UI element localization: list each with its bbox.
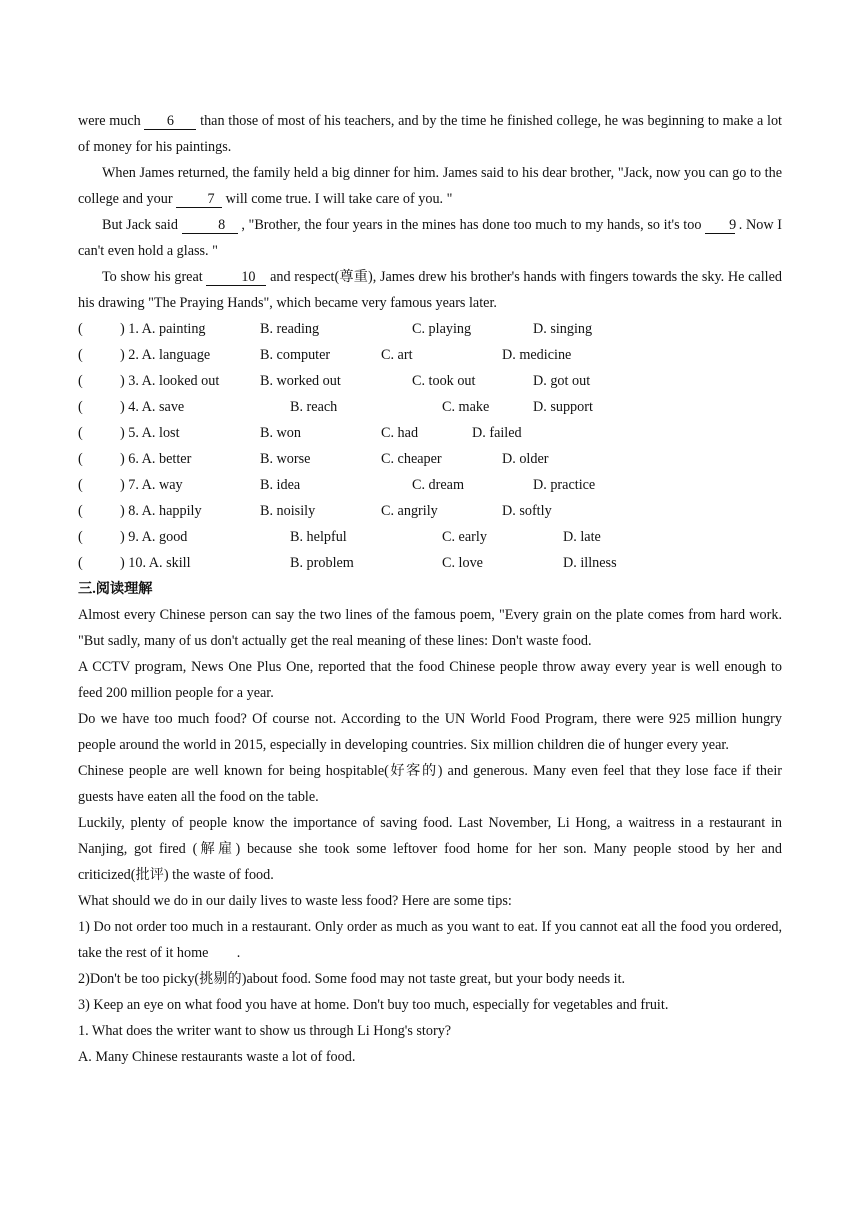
option-d: D. practice [533,477,596,493]
option-d: D. singing [533,321,593,337]
option-c: C. love [442,555,483,571]
text: were much [78,113,145,129]
reading-tip: 2)Don't be too picky(挑剔的)about food. Some food may not taste great, but your body needs it. [78,971,626,987]
option-d: D. illness [563,555,617,571]
question-row [78,550,782,576]
question-list [78,316,782,576]
option-c: C. playing [412,321,472,337]
cloze-paragraph-1 [78,108,782,160]
question-row [78,472,782,498]
answer-paren[interactable]: ( [78,321,83,337]
option-a: ) 5. A. lost [120,425,180,441]
question-row [78,394,782,420]
option-c: C. took out [412,373,476,389]
text: But Jack said [102,217,182,233]
question-row [78,446,782,472]
option-a: ) 10. A. skill [120,555,191,571]
option-b: B. computer [260,347,331,363]
reading-tip: 3) Keep an eye on what food you have at home. Don't buy too much, especially for vegetables and fruit. [78,997,669,1013]
answer-paren[interactable]: ( [78,529,83,545]
answer-paren[interactable]: ( [78,477,83,493]
blank-7[interactable]: 7 [176,191,222,208]
answer-paren[interactable]: ( [78,399,83,415]
option-b: B. won [260,425,301,441]
option-c: C. dream [412,477,465,493]
question-row [78,368,782,394]
option-b: B. problem [290,555,354,571]
answer-paren[interactable]: ( [78,347,83,363]
text: and respect(尊重), James drew his brother's hands with fingers towards the sky. He called his drawing "The Praying Hands", which became very famous years later. [78,269,782,311]
option-d: D. late [563,529,601,545]
cloze-paragraph-3 [78,212,782,264]
option-b: B. helpful [290,529,347,545]
option-a: ) 1. A. painting [120,321,206,337]
reading-question: 1. What does the writer want to show us through Li Hong's story? [78,1023,452,1039]
text: will come true. I will take care of you. " [225,191,453,207]
option-d: D. softly [502,503,552,519]
answer-paren[interactable]: ( [78,425,83,441]
answer-paren[interactable]: ( [78,503,83,519]
option-a: ) 4. A. save [120,399,185,415]
text: , "Brother, the four years in the mines has done too much to my hands, so it's too [241,217,706,233]
cloze-paragraph-2 [78,160,782,212]
option-b: B. noisily [260,503,316,519]
answer-paren[interactable]: ( [78,451,83,467]
blank-8[interactable]: 8 [182,217,238,234]
reading-paragraph: Luckily, plenty of people know the importance of saving food. Last November, Li Hong, a waitress in a restaurant in Nanjing, got fired (解雇) because she took some leftover food home for her son. Many people stood by her and criticized(批评) the waste of food. [78,815,782,883]
text: . Now I can't even hold a glass. " [78,217,783,259]
cloze-paragraph-4 [78,264,782,316]
reading-paragraph: Do we have too much food? Of course not. According to the UN World Food Program, there were 925 million hungry people around the world in 2015, especially in developing countries. Six million children die of hunger every year. [78,711,782,753]
reading-tip: 1) Do not order too much in a restaurant. Only order as much as you want to eat. If you cannot eat all the food you ordered, take the rest of it home . [78,919,786,961]
option-c: C. make [442,399,490,415]
text: When James returned, the family held a big dinner for him. James said to his dear brother, "Jack, now you can go to the college and your [78,165,782,207]
option-d: D. got out [533,373,591,389]
option-d: D. older [502,451,549,467]
question-row [78,316,782,342]
option-c: C. cheaper [381,451,442,467]
option-c: C. had [381,425,419,441]
blank-10[interactable]: 10 [206,269,266,286]
option-d: D. support [533,399,593,415]
reading-paragraph: What should we do in our daily lives to waste less food? Here are some tips: [78,893,512,909]
answer-paren[interactable]: ( [78,555,83,571]
blank-6[interactable]: 6 [144,113,196,130]
question-row [78,420,782,446]
option-c: C. angrily [381,503,438,519]
answer-paren[interactable]: ( [78,373,83,389]
option-a: ) 7. A. way [120,477,183,493]
reading-option: A. Many Chinese restaurants waste a lot of food. [78,1049,356,1065]
reading-paragraph: Chinese people are well known for being hospitable(好客的) and generous. Many even feel that they lose face if their guests have eaten all the food on the table. [78,763,782,805]
reading-paragraph: A CCTV program, News One Plus One, reported that the food Chinese people throw away every year is well enough to feed 200 million people for a year. [78,659,782,701]
question-row [78,524,782,550]
document-body [78,108,786,1070]
option-d: D. failed [472,425,522,441]
option-d: D. medicine [502,347,572,363]
option-b: B. worked out [260,373,341,389]
option-c: C. art [381,347,413,363]
option-b: B. reach [290,399,338,415]
option-a: ) 2. A. language [120,347,211,363]
option-c: C. early [442,529,487,545]
option-b: B. reading [260,321,320,337]
blank-9[interactable]: 9 [705,217,735,234]
option-a: ) 3. A. looked out [120,373,220,389]
question-row [78,498,782,524]
text: than those of most of his teachers, and by the time he finished college, he was beginning to make a lot of money for his paintings. [78,113,782,155]
section-title: 三.阅读理解 [78,581,153,597]
option-a: ) 6. A. better [120,451,192,467]
option-a: ) 8. A. happily [120,503,202,519]
reading-paragraph: Almost every Chinese person can say the two lines of the famous poem, "Every grain on the plate comes from hard work. "But sadly, many of us don't actually get the real meaning of these lines: Don't waste food. [78,607,782,649]
question-row [78,342,782,368]
option-a: ) 9. A. good [120,529,188,545]
option-b: B. idea [260,477,301,493]
option-b: B. worse [260,451,311,467]
text: To show his great [102,269,207,285]
